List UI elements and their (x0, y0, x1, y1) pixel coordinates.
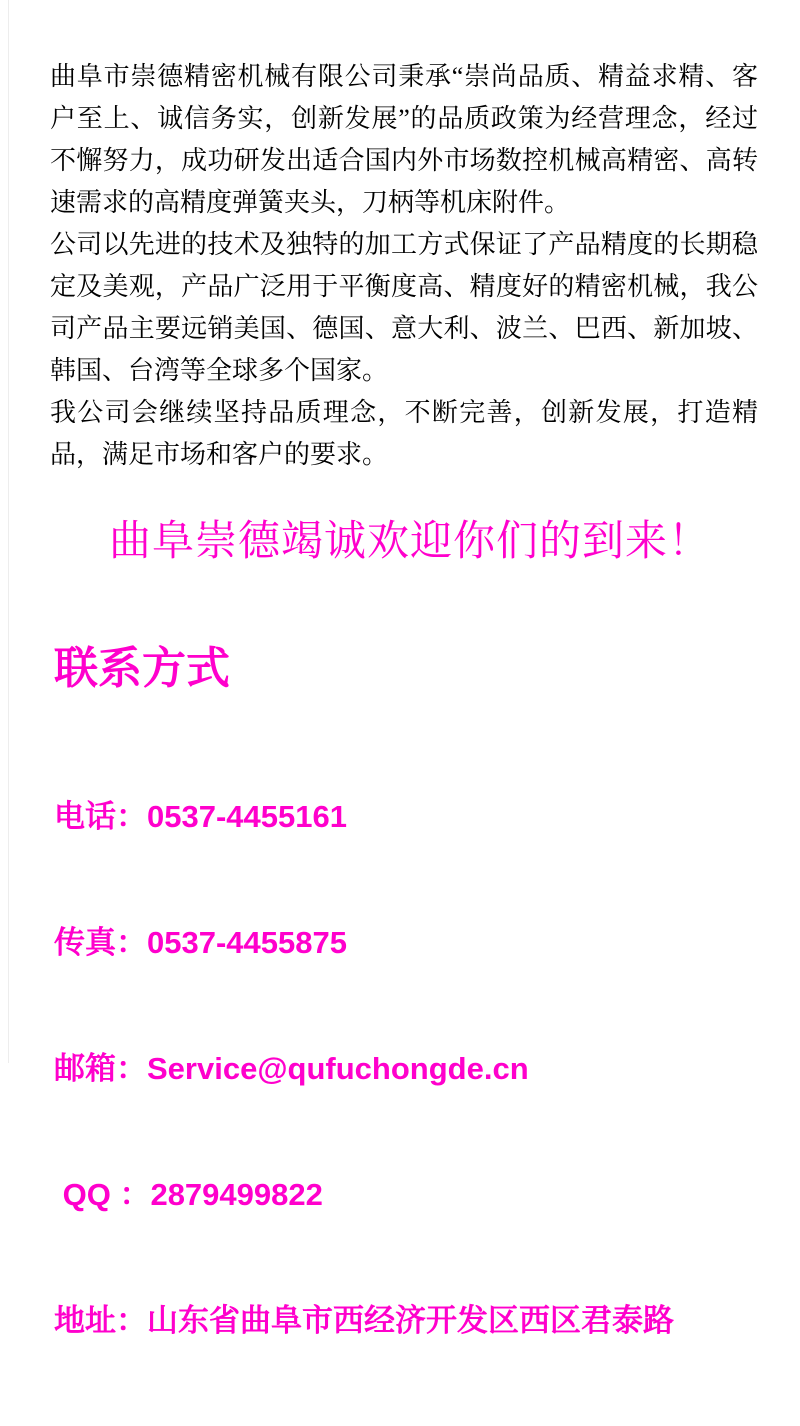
company-intro (50, 56, 758, 476)
contact-line-fax: 传真：0537-4455875 (54, 925, 347, 960)
intro-paragraph-commitment: 我公司会继续坚持品质理念，不断完善，创新发展，打造精品，满足市场和客户的要求。 (50, 398, 758, 469)
contact-list (54, 712, 674, 1426)
contact-heading: 联系方式 (54, 644, 230, 693)
contact-line-address: 地址：山东省曲阜市西经济开发区西区君泰路 (54, 1303, 674, 1338)
page-edge-line (8, 0, 9, 1063)
contact-line-email: 邮箱：Service@qufuchongde.cn (54, 1051, 529, 1086)
welcome-banner: 曲阜崇德竭诚欢迎你们的到来！ (108, 519, 711, 565)
intro-paragraph-quality-policy: 曲阜市崇德精密机械有限公司秉承“崇尚品质、精益求精、客户至上、诚信务实，创新发展”的品质政策为经营理念，经过不懈努力，成功研发出适合国内外市场数控机械高精密、高转速需求的高精度弹簧夹头，刀柄等机床附件。 (50, 62, 758, 217)
intro-paragraph-export-markets: 公司以先进的技术及独特的加工方式保证了产品精度的长期稳定及美观，产品广泛用于平衡度高、精度好的精密机械，我公司产品主要远销美国、德国、意大利、波兰、巴西、新加坡、韩国、台湾等全球多个国家。 (50, 230, 758, 385)
contact-line-qq: QQ ：2879499822 (54, 1177, 323, 1212)
contact-line-phone: 电话：0537-4455161 (54, 799, 347, 834)
